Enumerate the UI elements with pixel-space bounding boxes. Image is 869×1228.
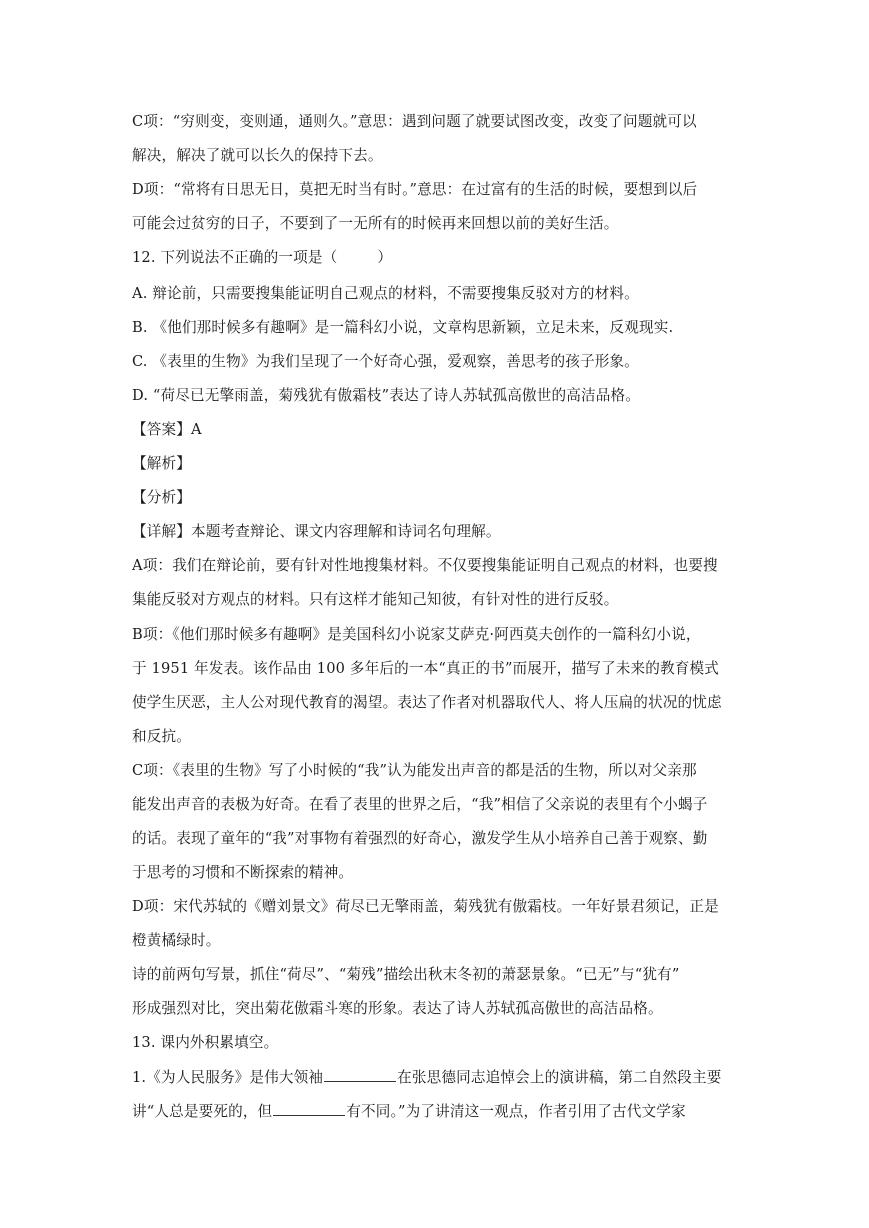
paragraph-line: 能发出声音的表极为好奇。在看了表里的世界之后，“我”相信了父亲说的表里有个小蝎子 (132, 796, 708, 813)
paragraph-line: C项：“穷则变，变则通，通则久。”意思：遇到问题了就要试图改变，改变了问题就可以 (132, 113, 697, 130)
answer-label: 【答案】A (132, 421, 202, 438)
paragraph-line: 形成强烈对比，突出菊花傲霜斗寒的形象。表达了诗人苏轼孤高傲世的高洁品格。 (132, 1000, 663, 1017)
breakdown-label: 【分析】 (132, 489, 191, 506)
fill-text: 在张思德同志追悼会上的演讲稿，第二自然段主要 (397, 1069, 722, 1086)
paragraph-line: C项：《表里的生物》写了小时候的“我”认为能发出声音的都是活的生物，所以对父亲那 (132, 762, 697, 779)
option-b: B. 《他们那时候多有趣啊》是一篇科幻小说，文章构思新颖，立足未来，反观现实. (132, 319, 674, 336)
detail-label: 【详解】本题考查辩论、课文内容理解和诗词名句理解。 (132, 523, 501, 540)
question-12-text: 12. 下列说法不正确的一项是（ (132, 249, 338, 266)
paragraph-line: B项：《他们那时候多有趣啊》是美国科幻小说家艾萨克·阿西莫夫创作的一篇科幻小说， (132, 626, 701, 643)
question-13-stem: 13. 课内外积累填空。 (132, 1034, 279, 1051)
paragraph-line: 于思考的习惯和不断探索的精神。 (132, 864, 354, 881)
paragraph-line: 的话。表现了童年的“我”对事物有着强烈的好奇心，激发学生从小培养自己善于观察、勤 (132, 830, 708, 847)
paragraph-line: 使学生厌恶，主人公对现代教育的渴望。表达了作者对机器取代人、将人压扁的状况的忧虑 (132, 694, 722, 711)
paragraph-line: 橙黄橘绿时。 (132, 932, 221, 949)
paragraph-line: 可能会过贫穷的日子，不要到了一无所有的时候再来回想以前的美好生活。 (132, 215, 619, 232)
blank-field (324, 1067, 396, 1082)
blank-field (273, 1101, 345, 1116)
option-a: A. 辩论前，只需要搜集能证明自己观点的材料，不需要搜集反驳对方的材料。 (132, 285, 639, 302)
paragraph-line: D项：宋代苏轼的《赠刘景文》荷尽已无擎雨盖，菊残犹有傲霜枝。一年好景君须记，正是 (132, 898, 719, 915)
paragraph-line: 诗的前两句写景，抓住“荷尽”、“菊残”描绘出秋末冬初的萧瑟景象。“已无”与“犹有” (132, 966, 680, 983)
paragraph-line: 于 1951 年发表。该作品由 100 多年后的一本“真正的书”而展开，描写了未来的教育模式 (132, 660, 719, 677)
paragraph-line: 集能反驳对方观点的材料。只有这样才能知己知彼，有针对性的进行反驳。 (132, 591, 619, 608)
fill-text: 讲“人总是要死的，但 (132, 1103, 273, 1120)
question-12-close-paren: ） (377, 249, 393, 266)
option-c: C. 《表里的生物》为我们呈现了一个好奇心强，爱观察，善思考的孩子形象。 (132, 353, 639, 370)
paragraph-line: A项：我们在辩论前，要有针对性地搜集材料。不仅要搜集能证明自己观点的材料，也要搜 (132, 557, 718, 574)
fill-text: 有不同。”为了讲清这一观点，作者引用了古代文学家 (346, 1103, 686, 1120)
fill-blank-line-1 (132, 1067, 742, 1088)
option-d: D. “荷尽已无擎雨盖，菊残犹有傲霜枝”表达了诗人苏轼孤高傲世的高洁品格。 (132, 387, 640, 404)
fill-text: 1.《为人民服务》是伟大领袖 (132, 1069, 324, 1086)
analysis-label: 【解析】 (132, 455, 191, 472)
paragraph-line: 解决，解决了就可以长久的保持下去。 (132, 147, 383, 164)
question-12-stem (132, 248, 742, 268)
fill-blank-line-2 (132, 1101, 742, 1122)
paragraph-line: D项：“常将有日思无日，莫把无时当有时。”意思：在过富有的生活的时候，要想到以后 (132, 181, 698, 198)
paragraph-line: 和反抗。 (132, 728, 191, 745)
